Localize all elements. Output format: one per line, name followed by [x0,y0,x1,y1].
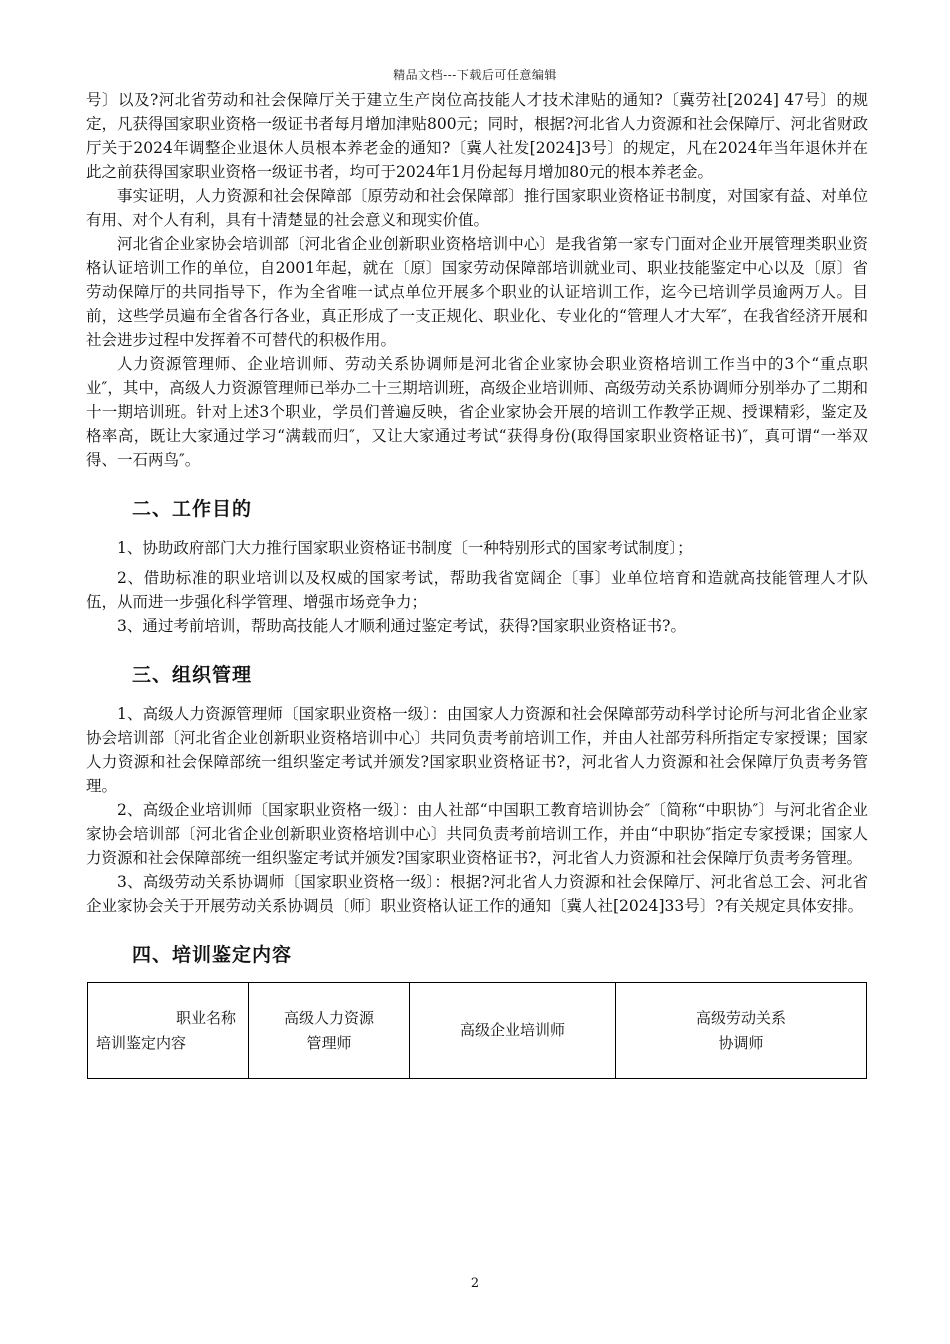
org-item-3: 3、高级劳动关系协调师〔国家职业资格一级〕：根据?河北省人力资源和社会保障厅、河北省总工会、河北省企业家协会关于开展劳动关系协调员〔师〕职业资格认证工作的通知〔冀人社[2024]33号〕?有关规定具体安排。 [86,873,868,915]
section-heading-work-purpose: 二、工作目的 [132,498,253,520]
paragraph-key-occupations: 人力资源管理师、企业培训师、劳动关系协调师是河北省企业家协会职业资格培训工作当中的3个“重点职业″，其中，高级人力资源管理师已举办二十三期培训班，高级企业培训师、高级劳动关系协调师分别举办了二期和十一期培训班。针对上述3个职业，学员们普遍反映，省企业家协会开展的培训工作教学正规、授课精彩，鉴定及格率高，既让大家通过学习“满载而归″，又让大家通过考试“获得身份(取得国家职业资格证书)″，真可谓“一举双得、一石两鸟″。 [86,355,868,469]
column-header-labor-coordinator: 高级劳动关系 协调师 [616,983,867,1079]
purpose-item-1: 1、协助政府部门大力推行国家职业资格证书制度〔一种特别形式的国家考试制度〕； [117,539,693,557]
purpose-item-2: 2、借助标准的职业培训以及权威的国家考试，帮助我省宽阔企〔事〕业单位培育和造就高技能管理人才队伍，从而进一步强化科学管理、增强市场竞争力； [86,569,868,611]
document-body [86,88,868,1079]
paragraph-continuation: 号〕以及?河北省劳动和社会保障厅关于建立生产岗位高技能人才技术津贴的通知?〔冀劳社[2024] 47号〕的规定，凡获得国家职业资格一级证书者每月增加津贴800元；同时，根据?河北省人力资源和社会保障厅、河北省财政厅关于2024年调整企业退休人员根本养老金的通知?〔冀人社发[2024]3号〕的规定，凡在2024年当年退休并在此之前获得国家职业资格一级证书者，均可于2024年1月份起每月增加80元的根本养老金。 [86,91,868,181]
table-header-row [88,983,867,1079]
column-header-hr-manager: 高级人力资源 管理师 [249,983,410,1079]
section-heading-training-content: 四、培训鉴定内容 [132,944,293,966]
column-header-enterprise-trainer: 高级企业培训师 [410,983,616,1079]
table-corner-cell [88,983,249,1079]
paragraph-training-dept: 河北省企业家协会培训部〔河北省企业创新职业资格培训中心〕是我省第一家专门面对企业开展管理类职业资格认证培训工作的单位，自2001年起，就在〔原〕国家劳动保障部培训就业司、职业技能鉴定中心以及〔原〕省劳动保障厅的共同指导下，作为全省唯一试点单位开展多个职业的认证培训工作，迄今已培训学员逾两万人。目前，这些学员遍布全省各行各业，真正形成了一支正规化、职业化、专业化的“管理人才大军″，在我省经济开展和社会进步过程中发挥着不可替代的积极作用。 [86,235,868,349]
purpose-item-3: 3、通过考前培训，帮助高技能人才顺利通过鉴定考试，获得?国家职业资格证书?。 [117,617,686,635]
paragraph-evidence: 事实证明，人力资源和社会保障部〔原劳动和社会保障部〕推行国家职业资格证书制度，对国家有益、对单位有用、对个人有利，具有十清楚显的社会意义和现实价值。 [86,187,868,229]
corner-top-label: 职业名称 [175,1008,236,1027]
org-item-1: 1、高级人力资源管理师〔国家职业资格一级〕：由国家人力资源和社会保障部劳动科学讨论所与河北省企业家协会培训部〔河北省企业创新职业资格培训中心〕共同负责考前培训工作，并由人社部劳科所指定专家授课；国家人力资源和社会保障部统一组织鉴定考试并颁发?国家职业资格证书?，河北省人力资源和社会保障厅负责考务管理。 [86,705,868,795]
training-content-table [87,982,867,1079]
org-item-2: 2、高级企业培训师〔国家职业资格一级〕：由人社部“中国职工教育培训协会″〔简称“中职协″〕与河北省企业家协会培训部〔河北省企业创新职业资格培训中心〕共同负责考前培训工作，并由“中职协″指定专家授课；国家人力资源和社会保障部统一组织鉴定考试并颁发?国家职业资格证书?，河北省人力资源和社会保障厅负责考务管理。 [86,801,868,867]
page-header: 精品文档---下载后可任意编辑 [393,68,557,82]
section-heading-organization: 三、组织管理 [132,664,253,686]
corner-bottom-label: 培训鉴定内容 [96,1033,187,1052]
page-number: 2 [470,1276,480,1291]
